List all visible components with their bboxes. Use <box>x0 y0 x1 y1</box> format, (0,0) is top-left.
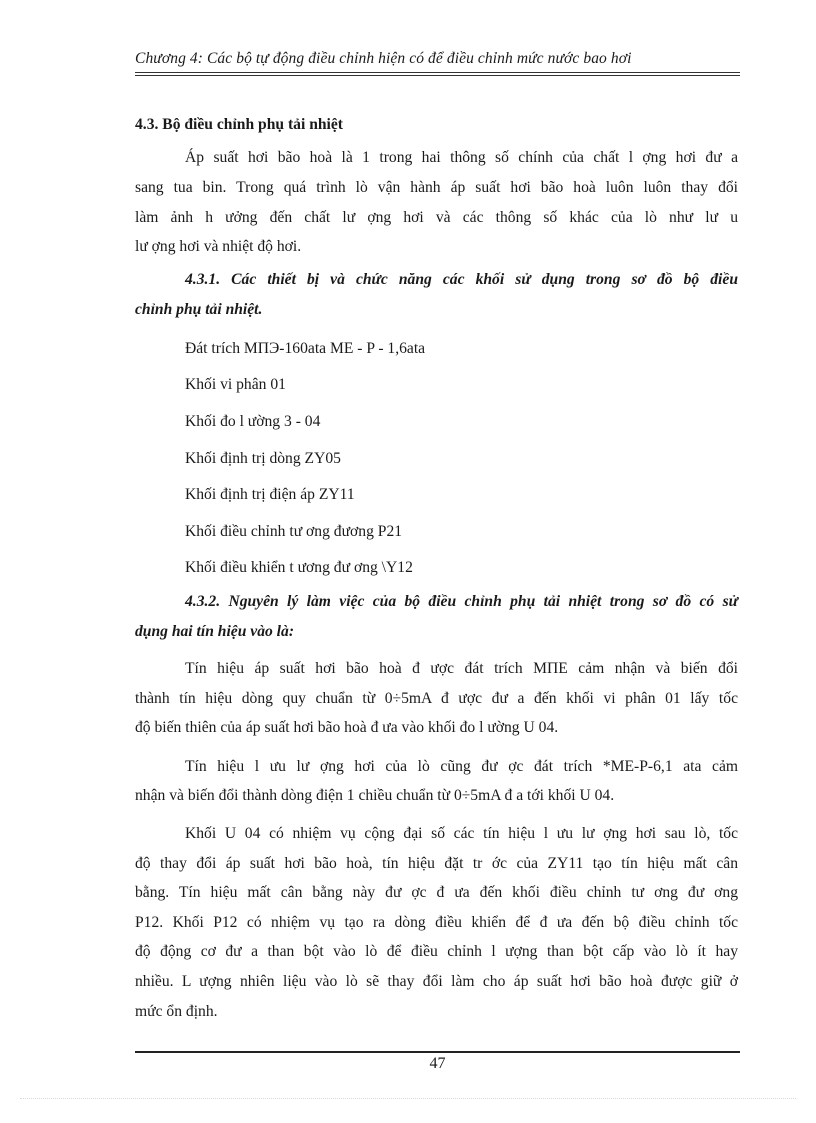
subheading: 4.3.1. Các thiết bị và chức năng các khối sử dụng trong sơ đồ bộ điều <box>185 271 738 288</box>
subheading: dụng hai tín hiệu vào là: <box>135 623 295 640</box>
paragraph-line: Áp suất hơi bão hoà là 1 trong hai thông số chính của chất l ợng hơi đư a <box>185 149 738 166</box>
page-header: Chương 4: Các bộ tự động điều chỉnh hiện có để điều chỉnh mức nước bao hơi <box>135 50 632 67</box>
paragraph-line: độ biến thiên của áp suất hơi bão hoà đ ưa vào khối đo l ường U 04. <box>135 719 559 736</box>
list-item: Đát trích МПЭ-160ata МЕ - P - 1,6ata <box>185 340 426 357</box>
footer-rule <box>135 1051 740 1053</box>
paragraph-line: bằng. Tín hiệu mất cân bằng này đư ợc đ ưa đến khối điều chỉnh tư ơng đư ơng <box>135 884 738 901</box>
paragraph-line: Khối U 04 có nhiệm vụ cộng đại số các tín hiệu l ưu lư ợng hơi sau lò, tốc <box>185 825 738 842</box>
paragraph-line: nhiều. L ượng nhiên liệu vào lò sẽ thay đổi làm cho áp suất hơi bão hoà được giữ ở <box>135 973 738 990</box>
paragraph-line: làm ảnh h ưởng đến chất lư ợng hơi và các thông số khác của lò như lư u <box>135 209 738 226</box>
paragraph-line: P12. Khối P12 có nhiệm vụ tạo ra dòng điều khiển để đ ưa đến bộ điều chỉnh tốc <box>135 914 738 931</box>
paragraph-line: Tín hiệu l ưu lư ợng hơi của lò cũng đư ợc đát trích *МЕ-Р-6,1 ata cảm <box>185 758 738 775</box>
list-item: Khối điều chỉnh tư ơng đương P21 <box>185 523 403 540</box>
paragraph-line: Tín hiệu áp suất hơi bão hoà đ ược đát trích МПЕ cảm nhận và biến đổi <box>185 660 738 677</box>
list-item: Khối định trị điện áp ZY11 <box>185 486 355 503</box>
paragraph-line: độ động cơ đư a than bột vào lò để điều chỉnh l ượng than bột cấp vào lò ít hay <box>135 943 738 960</box>
list-item: Khối đo l ường 3 - 04 <box>185 413 321 430</box>
list-item: Khối điều khiển t ương đư ơng \Y12 <box>185 559 413 576</box>
paragraph-line: lư ợng hơi và nhiệt độ hơi. <box>135 238 302 255</box>
list-item: Khối vi phân 01 <box>185 376 286 393</box>
header-rule-double <box>135 75 740 76</box>
section-heading: 4.3. Bộ điều chỉnh phụ tải nhiệt <box>135 116 343 133</box>
header-rule <box>135 72 740 73</box>
paragraph-line: thành tín hiệu dòng quy chuẩn từ 0÷5mA đ ược đư a đến khối vi phân 01 lấy tốc <box>135 690 738 707</box>
subheading: 4.3.2. Nguyên lý làm việc của bộ điều chỉnh phụ tải nhiệt trong sơ đồ có sử <box>185 593 738 610</box>
page-number: 47 <box>429 1055 446 1072</box>
paragraph-line: mức ổn định. <box>135 1003 218 1020</box>
paragraph-line: sang tua bin. Trong quá trình lò vận hành áp suất hơi bão hoà luôn luôn thay đổi <box>135 179 738 196</box>
page-edge-divider <box>20 1098 796 1099</box>
paragraph-line: độ thay đổi áp suất hơi bão hoà, tín hiệu đặt tr ớc của ZY11 tạo tín hiệu mất cân <box>135 855 738 872</box>
paragraph-line: nhận và biến đổi thành dòng điện 1 chiều chuẩn từ 0÷5mA đ a tới khối U 04. <box>135 787 615 804</box>
subheading: chỉnh phụ tải nhiệt. <box>135 301 263 318</box>
list-item: Khối định trị dòng ZY05 <box>185 450 341 467</box>
